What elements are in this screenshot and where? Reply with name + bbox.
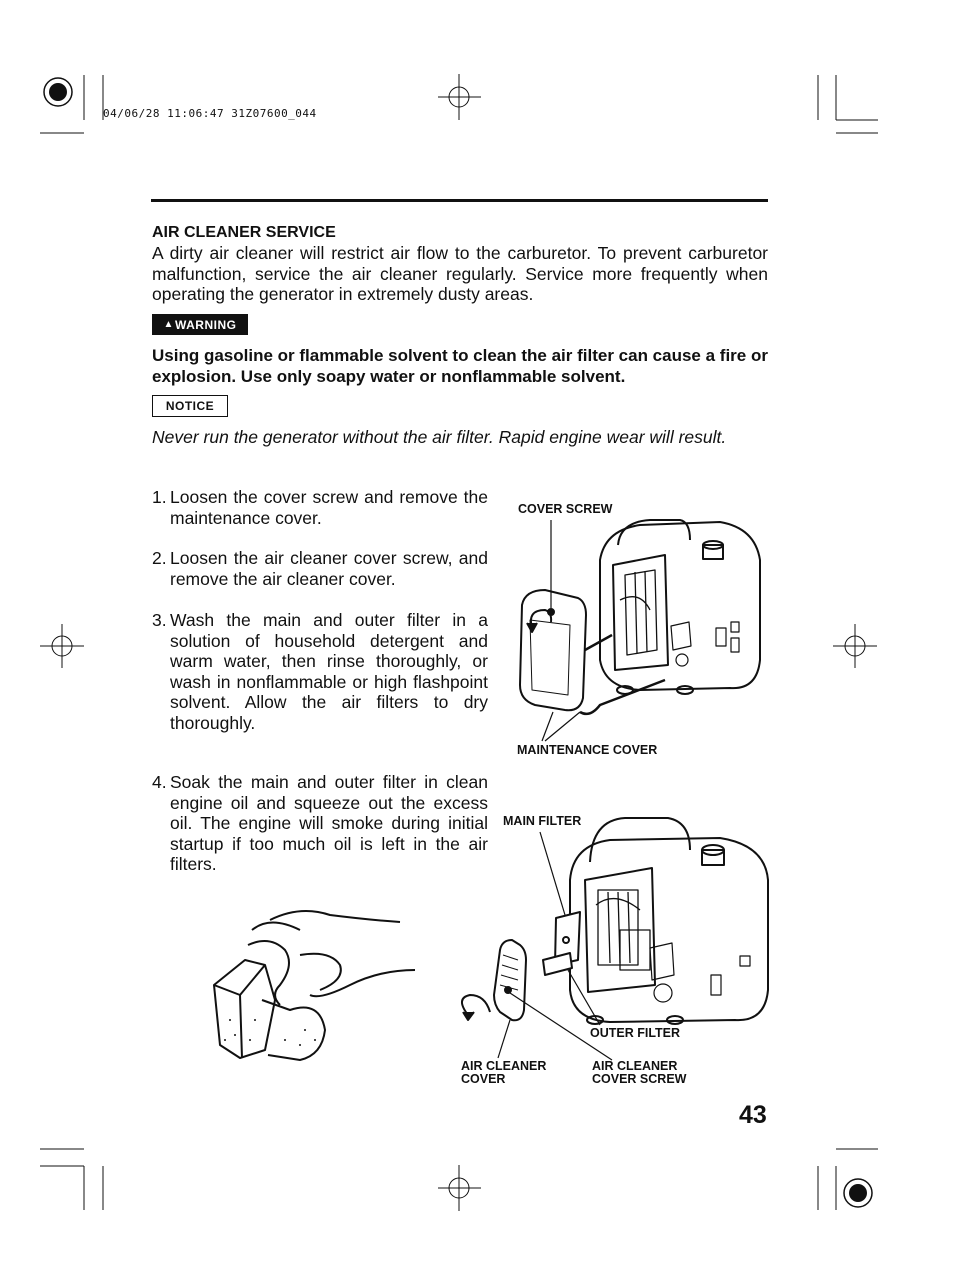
notice-badge: NOTICE — [152, 395, 228, 417]
notice-text: Never run the generator without the air filter. Rapid engine wear will result. — [152, 427, 727, 447]
step-number: 2. — [152, 548, 167, 568]
label-main-filter: MAIN FILTER — [503, 814, 582, 828]
warning-text: Using gasoline or flammable solvent to clean the air filter can cause a fire or explosion. Use only soapy water or nonflammable solvent. — [152, 346, 768, 386]
step-text: Loosen the cover screw and remove the maintenance cover. — [170, 487, 488, 528]
label-line: COVER — [461, 1072, 506, 1086]
step-number: 4. — [152, 772, 167, 792]
step-text: Wash the main and outer filter in a solution of household detergent and warm water, then rinse thoroughly, or wash in nonflammable or high flashpoint solvent. Allow the air filters to dry thoroughly. — [170, 610, 488, 733]
label-maintenance-cover: MAINTENANCE COVER — [517, 743, 658, 757]
label-air-cleaner-cover — [461, 1060, 546, 1086]
label-line: AIR CLEANER — [461, 1059, 547, 1073]
section-heading: AIR CLEANER SERVICE — [152, 224, 336, 241]
label-air-cleaner-cover-screw — [592, 1060, 686, 1086]
label-outer-filter: OUTER FILTER — [590, 1026, 681, 1040]
step-number: 1. — [152, 487, 167, 507]
page-number: 43 — [739, 1101, 767, 1129]
label-line: COVER SCREW — [592, 1072, 687, 1086]
warning-triangle-icon: ▲ — [163, 319, 174, 330]
step-text: Soak the main and outer filter in clean engine oil and squeeze out the excess oil. The engine will smoke during initial startup if too much oil is left in the air filters. — [170, 772, 488, 874]
intro-paragraph: A dirty air cleaner will restrict air flow to the carburetor. To prevent carburetor malfunction, service the air cleaner regularly. Service more frequently when operating the generator in extremely dusty areas. — [152, 243, 768, 304]
print-stamp: 04/06/28 11:06:47 31Z07600_044 — [103, 107, 317, 120]
warning-badge-label: WARNING — [174, 317, 237, 332]
label-cover-screw: COVER SCREW — [518, 502, 613, 516]
step-text: Loosen the air cleaner cover screw, and remove the air cleaner cover. — [170, 548, 488, 589]
label-line: AIR CLEANER — [592, 1059, 678, 1073]
step-number: 3. — [152, 610, 167, 630]
